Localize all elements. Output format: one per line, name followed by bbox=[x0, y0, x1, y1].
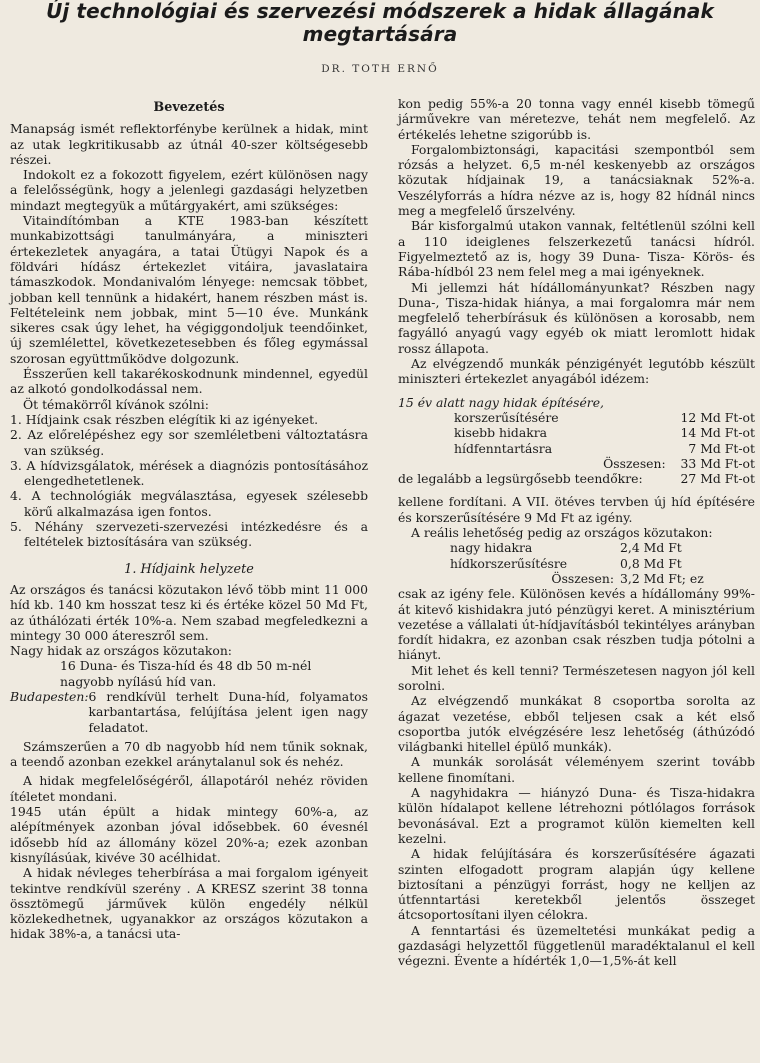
paragraph: Az országos és tanácsi közutakon lévő több mint 11 000 híd kb. 140 km hosszat tesz ki és értéke közel 50 Md Ft, az úthálózati érték 10%-a. Nem szabad megfeledkezni a mintegy 30 000 átereszről sem. bbox=[10, 581, 368, 643]
paragraph: A hidak megfelelőségéről, állapotáról nehéz röviden ítéletet mondani. bbox=[10, 773, 368, 804]
left-column bbox=[10, 96, 368, 942]
table-cell: 2,4 Md Ft bbox=[620, 540, 682, 556]
paragraph: Mi jellemzi hát hídállományunkat? Részben nagy Duna-, Tisza-hidak hiánya, a mai forgalomra már nem megfelelő teherbírásuk és különösen a korosabb, nem fagyálló anyagú vagy egyéb ok miatt leromlott hidak rossz állapota. bbox=[398, 279, 755, 356]
table-cell: Összesen: bbox=[551, 570, 614, 586]
title-line-2: megtartására bbox=[302, 22, 458, 46]
table-row-urgent bbox=[398, 471, 755, 486]
paragraph: Az elvégzendő munkák pénzigényét legutóbb készült miniszteri értekezlet anyagából idézem: bbox=[398, 356, 755, 387]
table-cell: 3,2 Md Ft; ez bbox=[620, 570, 704, 586]
paragraph: A reális lehetőség pedig az országos közutakon: bbox=[411, 525, 713, 541]
paragraph: A hidak névleges teherbírása a mai forgalom igényeit tekintve rendkívül szerény . A KRESZ szerint 38 tonna össztömegű járművek külön engedély nélkül közlekedhetnek, ugyanakkor az országos közutakon a hidak 38%-a, a tanácsi uta- bbox=[10, 865, 368, 942]
paragraph: Bár kisforgalmú utakon vannak, feltétlenül szólni kell a 110 ideiglenes felszerkezetű tanácsi hídról. Figyelmeztető az is, hogy 39 Duna- Tisza- Körös- és Rába-hídból 23 nem felel meg a mai igényeknek. bbox=[398, 218, 755, 280]
paragraph: Nagy hidak az országos közutakon: bbox=[10, 643, 232, 659]
section-heading-intro: Bevezetés bbox=[153, 100, 225, 115]
table-cell: nagy hidakra bbox=[450, 540, 533, 556]
table-row bbox=[398, 425, 755, 440]
list-item: 5. Néhány szervezeti-szervezési intézkedésre és a feltételek biztosítására van szükség. bbox=[10, 519, 368, 550]
paragraph: A hidak felújítására és korszerűsítésére ágazati szinten elfogadott program alapján úgy kellene biztosítani a pénzügyi forrást, hogy ne kelljen az útfenntartási keretekből jelentős összeget átcsoportosítani ilyen célokra. bbox=[398, 846, 755, 923]
paragraph: Manapság ismét reflektorfénybe kerülnek a hidak, mint az utak legkritikusabb az útnál 40-szer költségesebb részei. bbox=[10, 121, 368, 167]
article-title bbox=[0, 0, 760, 46]
list-item: 3. A hídvizsgálatok, mérések a diagnózis pontosításához elengedhetetlenek. bbox=[10, 457, 368, 489]
budapest-label: Budapesten: bbox=[10, 688, 89, 704]
table-cell: Összesen: bbox=[603, 455, 666, 471]
paragraph: Mit lehet és kell tenni? Természetesen nagyon jól kell sorolni. bbox=[398, 662, 755, 693]
topic-list bbox=[10, 412, 368, 550]
table-cell: hídkorszerűsítésre bbox=[450, 555, 568, 571]
list-item: 4. A technológiák megválasztása, egyesek szélesebb körű alkalmazása igen fontos. bbox=[10, 488, 368, 519]
table-row bbox=[450, 556, 704, 571]
table-row bbox=[398, 441, 755, 456]
table-cell: hídfenntartásra bbox=[454, 440, 553, 456]
table-row-total bbox=[398, 456, 755, 471]
title-line-1: Új technológiai és szervezési módszerek a hidak állagának bbox=[46, 0, 714, 23]
paragraph: csak az igény fele. Különösen kevés a hídállomány 99%-át kitevő kishidakra jutó pénzügyi keret. A minisztérium vezetése a vállalati út-hídjavításból tekintélyes arányban fordít hidakra, ez azonban csak részben tudja pótolni a hiányt. bbox=[398, 586, 755, 663]
paragraph: kellene fordítani. A VII. ötéves tervben új híd építésére és korszerűsítésére 9 Md Ft az igény. bbox=[398, 494, 755, 525]
paragraph: A fenntartási és üzemeltetési munkákat pedig a gazdasági helyzettől függetlenül maradéktalanul el kell végezni. Évente a hídérték 1,0—1,5%-át kell bbox=[398, 922, 755, 969]
paragraph: kon pedig 55%-a 20 tonna vagy ennél kisebb tömegű járművekre van méretezve, tehát nem megfelelő. Az értékelés lehetne szigorúbb is. bbox=[398, 96, 755, 142]
paragraph: Számszerűen a 70 db nagyobb híd nem tűnik soknak, a teendő azonban ezekkel aránytalanul sok és nehéz. bbox=[10, 738, 368, 770]
indented-block bbox=[10, 658, 368, 689]
table-row bbox=[450, 540, 704, 555]
paragraph: Vitaindítómban a KTE 1983-ban készített munkabizottsági tanulmányára, a miniszteri értekezletek anyagára, a tatai Ütügyi Napok és a földvári hídász értekezlet vitáira, javaslataira támaszkodok. Mondanivalóm lényege: nemcsak többet, jobban kell tennünk a hidakért, hanem részben mást is. Feltételeink nem jobbak, mint 5—10 éve. Munkánk sikeres csak úgy lehet, ha végiggondoljuk teendőinket, új szemlélettel, következetesebben és főleg egymással szorosan együttműködve dolgozunk. bbox=[10, 213, 368, 366]
list-item: 1. Hídjaink csak részben elégítik ki az igényeket. bbox=[10, 411, 319, 427]
table-cell: kisebb hidakra bbox=[454, 425, 548, 441]
table-cell: 0,8 Md Ft bbox=[620, 555, 682, 571]
table-cell: 14 Md Ft-ot bbox=[680, 425, 755, 441]
cost-table-heading: 15 év alatt nagy hidak építésére, bbox=[398, 394, 604, 410]
table-cell: 7 Md Ft-ot bbox=[688, 440, 755, 456]
paragraph: Az elvégzendő munkákat 8 csoportba sorolta az ágazat vezetése, ebből teljesen csak a két első csoportba jutók elvégzésére lesz lehetőség (áthúzódó világbanki hitellel épülő munkák). bbox=[398, 693, 755, 755]
cost-table bbox=[398, 395, 755, 487]
paragraph: A nagyhidakra — hiányzó Duna- és Tisza-hidakra külön hídalapot kellene létrehozni pótlólagos források bevonásával. Ezt a programot külön kiemelten kell kezelni. bbox=[398, 785, 755, 846]
paragraph: 1945 után épült a hidak mintegy 60%-a, az alépítmények azonban jóval idősebbek. 60 évesnél idősebb híd az állomány közel 20%-a; ezek azonban kisnyílásúak, kivéve 30 acélhidat. bbox=[10, 804, 368, 865]
right-column bbox=[398, 96, 755, 969]
table-cell: 33 Md Ft-ot bbox=[680, 455, 755, 471]
paragraph: 6 rendkívül terhelt Duna-híd, folyamatos karbantartása, felújítása jelent igen nagy feladatot. bbox=[88, 688, 368, 735]
table-cell: 27 Md Ft-ot bbox=[680, 471, 755, 487]
list-item: 2. Az előrelépéshez egy sor szemléletbeni változtatásra van szükség. bbox=[10, 427, 368, 458]
author-name: DR. TOTH ERNŐ bbox=[321, 63, 439, 75]
paragraph: Indokolt ez a fokozott figyelem, ezért különösen nagy a felelősségünk, hogy a jelenlegi gazdasági helyzetben mindazt megtegyük a műtárgyakért, ami szükséges: bbox=[10, 167, 368, 213]
table-cell: korszerűsítésére bbox=[454, 409, 559, 425]
table-row-total bbox=[450, 571, 704, 586]
table-row bbox=[398, 410, 755, 425]
section-heading-bridges: 1. Hídjaink helyzete bbox=[124, 561, 254, 577]
table-cell: 12 Md Ft-ot bbox=[680, 409, 755, 425]
paragraph: Ésszerűen kell takarékoskodnunk mindennel, egyedül az alkotó gondolkodással nem. bbox=[10, 366, 368, 397]
paragraph: 16 Duna- és Tisza-híd és 48 db 50 m-nél nagyobb nyílású híd van. bbox=[60, 658, 312, 689]
table-cell: de legalább a legsürgősebb teendőkre: bbox=[398, 471, 643, 487]
paragraph: A munkák sorolását véleményem szerint tovább kellene finomítani. bbox=[398, 754, 755, 785]
paragraph: Öt témakörről kívánok szólni: bbox=[23, 396, 209, 412]
budapest-entry bbox=[10, 689, 368, 735]
possibility-table bbox=[450, 540, 704, 586]
paragraph: Forgalombiztonsági, kapacitási szempontból sem rózsás a helyzet. 6,5 m-nél keskenyebb az országos közutak hídjainak 19, a tanácsiaknak 52%-a. Veszélyforrás a hídra nézve az is, hogy 82 hídnál nincs meg a megfelelő űrszelvény. bbox=[398, 141, 755, 219]
